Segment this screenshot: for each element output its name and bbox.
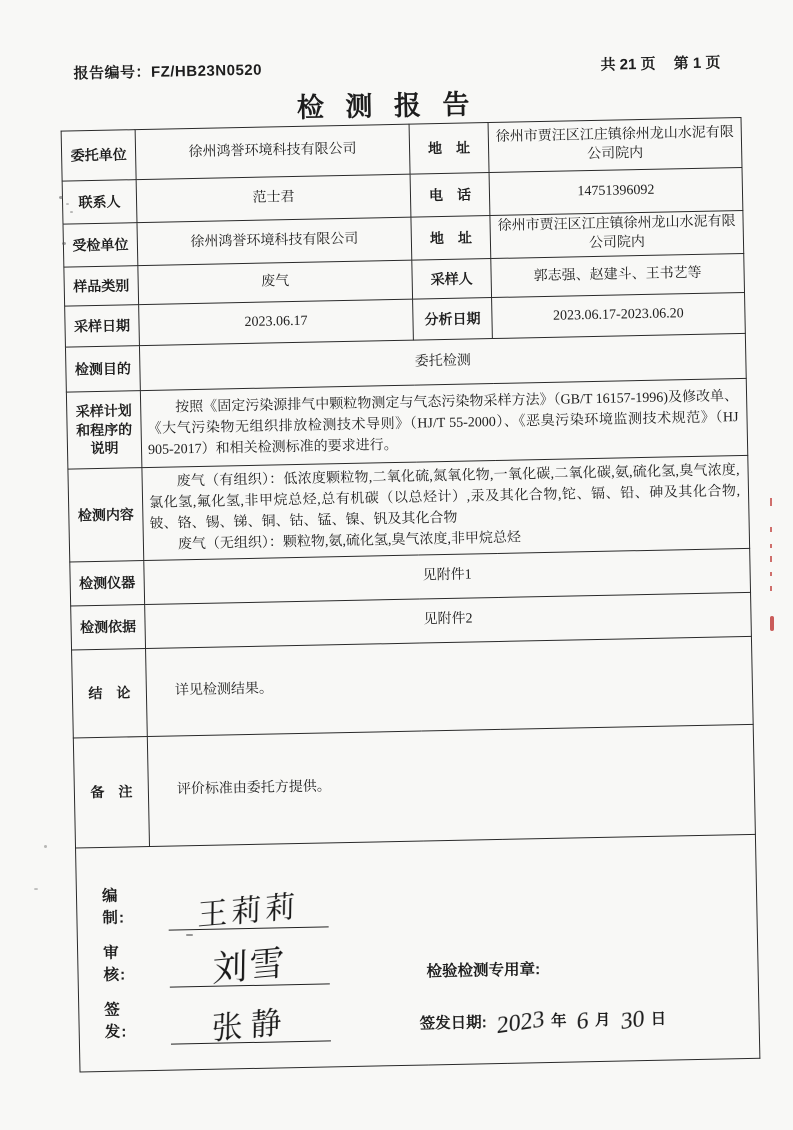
scan-speck [44, 845, 47, 848]
plan-paragraph: 按照《固定污染源排气中颗粒物测定与气态污染物采样方法》（GB/T 16157-1996)及修改单、《大气污染物无组织排放检测技术导则》（HJ/T 55-2000）、《恶臭污染环境监测技术规范》（HJ 905-2017）和相关检测标准的要求进行。 [147, 388, 739, 458]
signature-row [76, 834, 760, 1072]
content-paragraph-unorganized: 废气（无组织）：颗粒物,氨,硫化氢,臭气浓度,非甲烷总烃 [177, 530, 522, 553]
year-unit-label: 年 [550, 1012, 567, 1030]
client-value: 徐州鸿誉环境科技有限公司 [135, 124, 410, 179]
pagination [586, 51, 720, 75]
conclusion-value: 详见检测结果。 [146, 636, 754, 736]
red-margin-mark [770, 556, 772, 562]
scan-speck [66, 203, 69, 205]
reviewed-by-label: 审 核: [102, 944, 137, 984]
plan-label: 采样计划和程序的说明 [66, 391, 142, 469]
signature-area [79, 837, 756, 1069]
issued-by-signature: 张静 [211, 1004, 290, 1047]
address1-label: 地 址 [409, 123, 489, 175]
issue-date-label: 签发日期: [419, 1014, 487, 1033]
report-table [61, 117, 761, 1072]
contact-label: 联系人 [62, 180, 137, 224]
address2-label: 地 址 [411, 216, 491, 261]
prepared-by-label: 编 制: [101, 887, 136, 927]
issue-date-month-handwritten: 6 [576, 1007, 590, 1036]
signature-cell [76, 834, 760, 1072]
analysis-date-value: 2023.06.17-2023.06.20 [492, 292, 746, 338]
table-row [73, 724, 755, 848]
report-number-value: FZ/HB23N0520 [150, 61, 263, 81]
basis-value: 见附件2 [145, 592, 752, 648]
table-row [72, 636, 754, 738]
sampling-date-label: 采样日期 [65, 305, 140, 347]
sampler-label: 采样人 [412, 259, 492, 300]
red-margin-mark [770, 544, 772, 548]
phone-label: 电 话 [410, 173, 490, 218]
month-unit-label: 月 [594, 1011, 611, 1030]
sampler-value: 郭志强、赵建斗、王书艺等 [491, 253, 745, 297]
red-margin-mark [770, 616, 774, 631]
phone-value: 14751396092 [489, 167, 743, 215]
issue-date-year-handwritten: 2023 [496, 1005, 546, 1040]
report-number-label: 报告编号： [73, 63, 152, 83]
reviewed-by-signature: 刘雪 [212, 943, 287, 990]
issued-by-label: 签 发: [104, 1001, 138, 1041]
inspected-label: 受检单位 [63, 223, 138, 267]
red-margin-mark [770, 572, 772, 576]
remarks-value: 评价标准由委托方提供。 [147, 724, 755, 846]
address1-value: 徐州市贾汪区江庄镇徐州龙山水泥有限公司院内 [488, 117, 742, 172]
seal-label: 检验检测专用章: [426, 961, 541, 981]
sample-type-value: 废气 [138, 260, 413, 304]
purpose-label: 检测目的 [65, 346, 140, 392]
red-margin-mark [770, 498, 772, 506]
client-label: 委托单位 [61, 130, 136, 181]
red-margin-mark [770, 527, 772, 532]
prepared-by-row [80, 887, 300, 933]
document-title: 检 测 报 告 [296, 89, 477, 123]
instruments-value: 见附件1 [144, 548, 751, 604]
prepared-by-signature: 王莉莉 [197, 890, 300, 933]
contact-value: 范士君 [136, 174, 411, 222]
remarks-label: 备 注 [73, 737, 149, 848]
prepared-by-signature-line [168, 890, 329, 933]
conclusion-label: 结 论 [72, 649, 148, 738]
table-row [68, 455, 750, 562]
plan-value [140, 378, 747, 467]
content-paragraph-organized: 废气（有组织）：低浓度颗粒物,二氧化硫,氮氧化物,一氧化碳,二氧化碳,氨,硫化氢,臭气浓度,氯化氢,氟化氢,非甲烷总烃,总有机碳（以总烃计）,汞及其化合物,铊、镉、铅、砷及其化合物,铍、铬、锡、锑、铜、钴、锰、镍、钒及其化合物 [148, 463, 741, 532]
issue-date-day-handwritten: 30 [620, 1005, 646, 1036]
scan-speck [62, 242, 66, 245]
basis-label: 检测依据 [71, 605, 146, 650]
purpose-value: 委托检测 [139, 333, 746, 390]
day-unit-label: 日 [650, 1010, 667, 1028]
red-margin-mark [770, 586, 772, 591]
sampling-date-value: 2023.06.17 [139, 299, 414, 345]
issued-by-row [82, 1001, 290, 1047]
content-value [142, 455, 750, 560]
page-total: 共 21 页 [600, 55, 656, 74]
scan-speck [34, 888, 38, 890]
sample-type-label: 样品类别 [64, 266, 139, 306]
issue-date-line [419, 1007, 666, 1039]
content-label: 检测内容 [68, 468, 144, 562]
address2-value: 徐州市贾汪区江庄镇徐州龙山水泥有限公司院内 [490, 210, 744, 258]
instruments-label: 检测仪器 [70, 561, 145, 606]
reviewed-by-signature-line [169, 943, 330, 990]
inspected-value: 徐州鸿誉环境科技有限公司 [137, 217, 412, 265]
table-row [66, 378, 747, 469]
scan-speck [59, 196, 63, 199]
page-current: 第 1 页 [673, 54, 721, 73]
scan-speck [186, 934, 193, 936]
analysis-date-label: 分析日期 [413, 298, 493, 341]
issued-by-signature-line [170, 1004, 331, 1047]
scan-speck [70, 211, 73, 213]
reviewed-by-row [81, 943, 287, 990]
report-number-line [73, 59, 262, 84]
